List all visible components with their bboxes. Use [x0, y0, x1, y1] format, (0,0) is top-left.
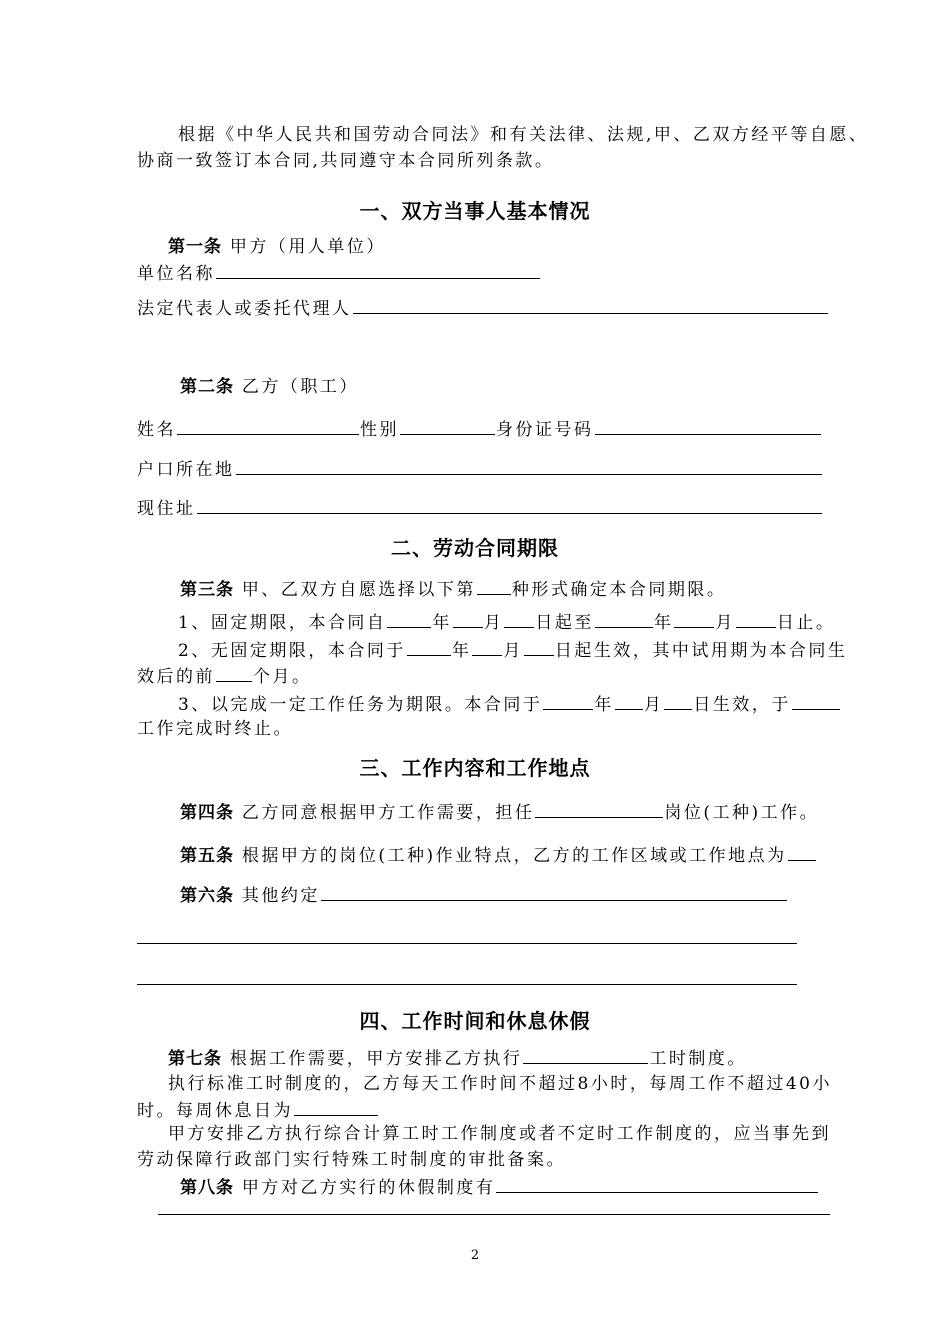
article-7-para-3-cont: 劳动保障行政部门实行特殊工时制度的审批备案。 [137, 1150, 566, 1170]
article-8 [180, 1175, 819, 1199]
option-2-text: 2、无固定期限，本合同于 [178, 641, 406, 661]
article-8-label: 第八条 [180, 1178, 234, 1198]
name-field[interactable] [177, 417, 359, 435]
article-5-label: 第五条 [180, 846, 234, 866]
unit-name-field[interactable] [216, 261, 540, 279]
hukou-label: 户口所在地 [137, 460, 235, 480]
option-1-start-day-field[interactable] [504, 610, 534, 628]
article-1 [168, 236, 386, 258]
hukou-row [137, 457, 823, 481]
option-3-task-field[interactable] [792, 692, 840, 710]
article-2-label: 第二条 [180, 377, 234, 397]
option-2-year-field[interactable] [407, 638, 451, 656]
article-8-text: 甲方对乙方实行的休假制度有 [241, 1178, 496, 1198]
option-3-year-label: 年 [594, 695, 614, 715]
article-3-label: 第三条 [180, 580, 234, 600]
article-6-label: 第六条 [180, 886, 234, 906]
option-2-tail: 日起生效，其中试用期为本合同生 [554, 641, 848, 661]
address-label: 现住址 [137, 499, 196, 519]
term-type-field[interactable] [477, 577, 511, 595]
work-location-field[interactable] [788, 843, 816, 861]
article-5 [180, 843, 817, 867]
option-1-until-label: 日起至 [535, 613, 594, 633]
option-1-start-year-field[interactable] [387, 610, 431, 628]
option-3 [178, 692, 841, 716]
article-4-text-a: 乙方同意根据甲方工作需要，担任 [241, 803, 535, 823]
address-row [137, 496, 823, 520]
article-3 [180, 577, 726, 601]
option-3-text: 3、以完成一定工作任务为期限。本合同于 [178, 695, 543, 715]
option-3-year-field[interactable] [543, 692, 593, 710]
article-7-text-b: 工时制度。 [649, 1049, 747, 1069]
unit-name-row [137, 261, 541, 285]
option-1-start-month-field[interactable] [453, 610, 483, 628]
option-1-end-day-field[interactable] [736, 610, 776, 628]
option-2-month-label: 月 [503, 641, 523, 661]
option-1-end-month-label: 月 [715, 613, 735, 633]
section-heading-1: 一、双方当事人基本情况 [359, 199, 591, 223]
gender-field[interactable] [400, 417, 495, 435]
gender-label: 性别 [360, 420, 399, 440]
legal-rep-row [137, 296, 829, 320]
option-1 [178, 610, 835, 634]
option-2-year-label: 年 [451, 641, 472, 661]
option-1-text: 1、固定期限，本合同自 [178, 613, 387, 633]
option-1-end-year-field[interactable] [595, 610, 653, 628]
intro-line-2: 协商一致签订本合同,共同遵守本合同所列条款。 [137, 151, 555, 171]
article-2 [180, 376, 359, 398]
id-number-field[interactable] [595, 417, 821, 435]
id-number-label: 身份证号码 [496, 420, 594, 440]
legal-rep-field[interactable] [353, 296, 828, 314]
option-1-end-year-label: 年 [653, 613, 674, 633]
option-2-months-label: 个月。 [253, 667, 312, 687]
rest-day-label: 时。每周休息日为 [137, 1101, 293, 1121]
other-agreement-field[interactable] [321, 883, 787, 901]
article-7-label: 第七条 [168, 1049, 222, 1069]
article-6 [180, 883, 788, 907]
article-4-text-b: 岗位(工种)工作。 [664, 803, 820, 823]
article-3-text-a: 甲、乙双方自愿选择以下第 [241, 580, 476, 600]
working-hours-system-field[interactable] [523, 1046, 648, 1064]
option-2 [178, 638, 847, 662]
option-1-month-label: 月 [483, 613, 504, 633]
article-7-para-2-cont [137, 1098, 379, 1122]
blank-line[interactable] [137, 943, 797, 944]
option-3-cont: 工作完成时终止。 [137, 719, 293, 739]
option-3-effective-label: 日生效，于 [693, 695, 791, 715]
unit-name-label: 单位名称 [137, 264, 215, 284]
article-7 [168, 1046, 747, 1070]
section-heading-3: 三、工作内容和工作地点 [359, 756, 591, 780]
article-7-text-a: 根据工作需要，甲方安排乙方执行 [229, 1049, 523, 1069]
article-6-text: 其他约定 [241, 886, 320, 906]
hukou-field[interactable] [236, 457, 822, 475]
option-3-month-label: 月 [643, 695, 664, 715]
position-field[interactable] [535, 800, 663, 818]
blank-line[interactable] [158, 1214, 830, 1215]
option-1-end-label: 日止。 [776, 613, 836, 633]
name-label: 姓名 [137, 420, 176, 440]
probation-months-field[interactable] [216, 664, 252, 682]
option-2-probation-label: 效后的前 [137, 667, 215, 687]
article-4-label: 第四条 [180, 803, 234, 823]
article-7-para-3: 甲方安排乙方执行综合计算工时工作制度或者不定时工作制度的，应当事先到 [168, 1124, 831, 1144]
blank-line[interactable] [137, 984, 797, 985]
option-3-day-field[interactable] [664, 692, 692, 710]
rest-day-field[interactable] [294, 1098, 378, 1116]
option-2-month-field[interactable] [472, 638, 502, 656]
address-field[interactable] [197, 496, 822, 514]
section-heading-4: 四、工作时间和休息休假 [359, 1009, 591, 1033]
employee-id-row [137, 417, 822, 441]
intro-line-1: 根据《中华人民共和国劳动合同法》和有关法律、法规,甲、乙双方经平等自愿、 [178, 125, 869, 145]
legal-rep-label: 法定代表人或委托代理人 [137, 299, 352, 319]
article-1-text: 甲方（用人单位） [229, 237, 386, 257]
option-2-cont [137, 664, 312, 688]
option-1-end-month-field[interactable] [674, 610, 714, 628]
article-4 [180, 800, 819, 824]
article-3-text-b: 种形式确定本合同期限。 [511, 580, 727, 600]
option-2-day-field[interactable] [524, 638, 554, 656]
option-3-month-field[interactable] [615, 692, 643, 710]
option-1-year-label: 年 [432, 613, 452, 633]
article-7-para-2: 执行标准工时制度的，乙方每天工作时间不超过8小时，每周工作不超过40小 [168, 1074, 832, 1094]
section-heading-2: 二、劳动合同期限 [391, 536, 559, 560]
article-5-text: 根据甲方的岗位(工种)作业特点，乙方的工作区域或工作地点为 [241, 846, 787, 866]
article-1-label: 第一条 [168, 237, 222, 257]
page-number: 2 [470, 1248, 480, 1263]
article-2-text: 乙方（职工） [241, 377, 359, 397]
leave-system-field[interactable] [496, 1175, 818, 1193]
